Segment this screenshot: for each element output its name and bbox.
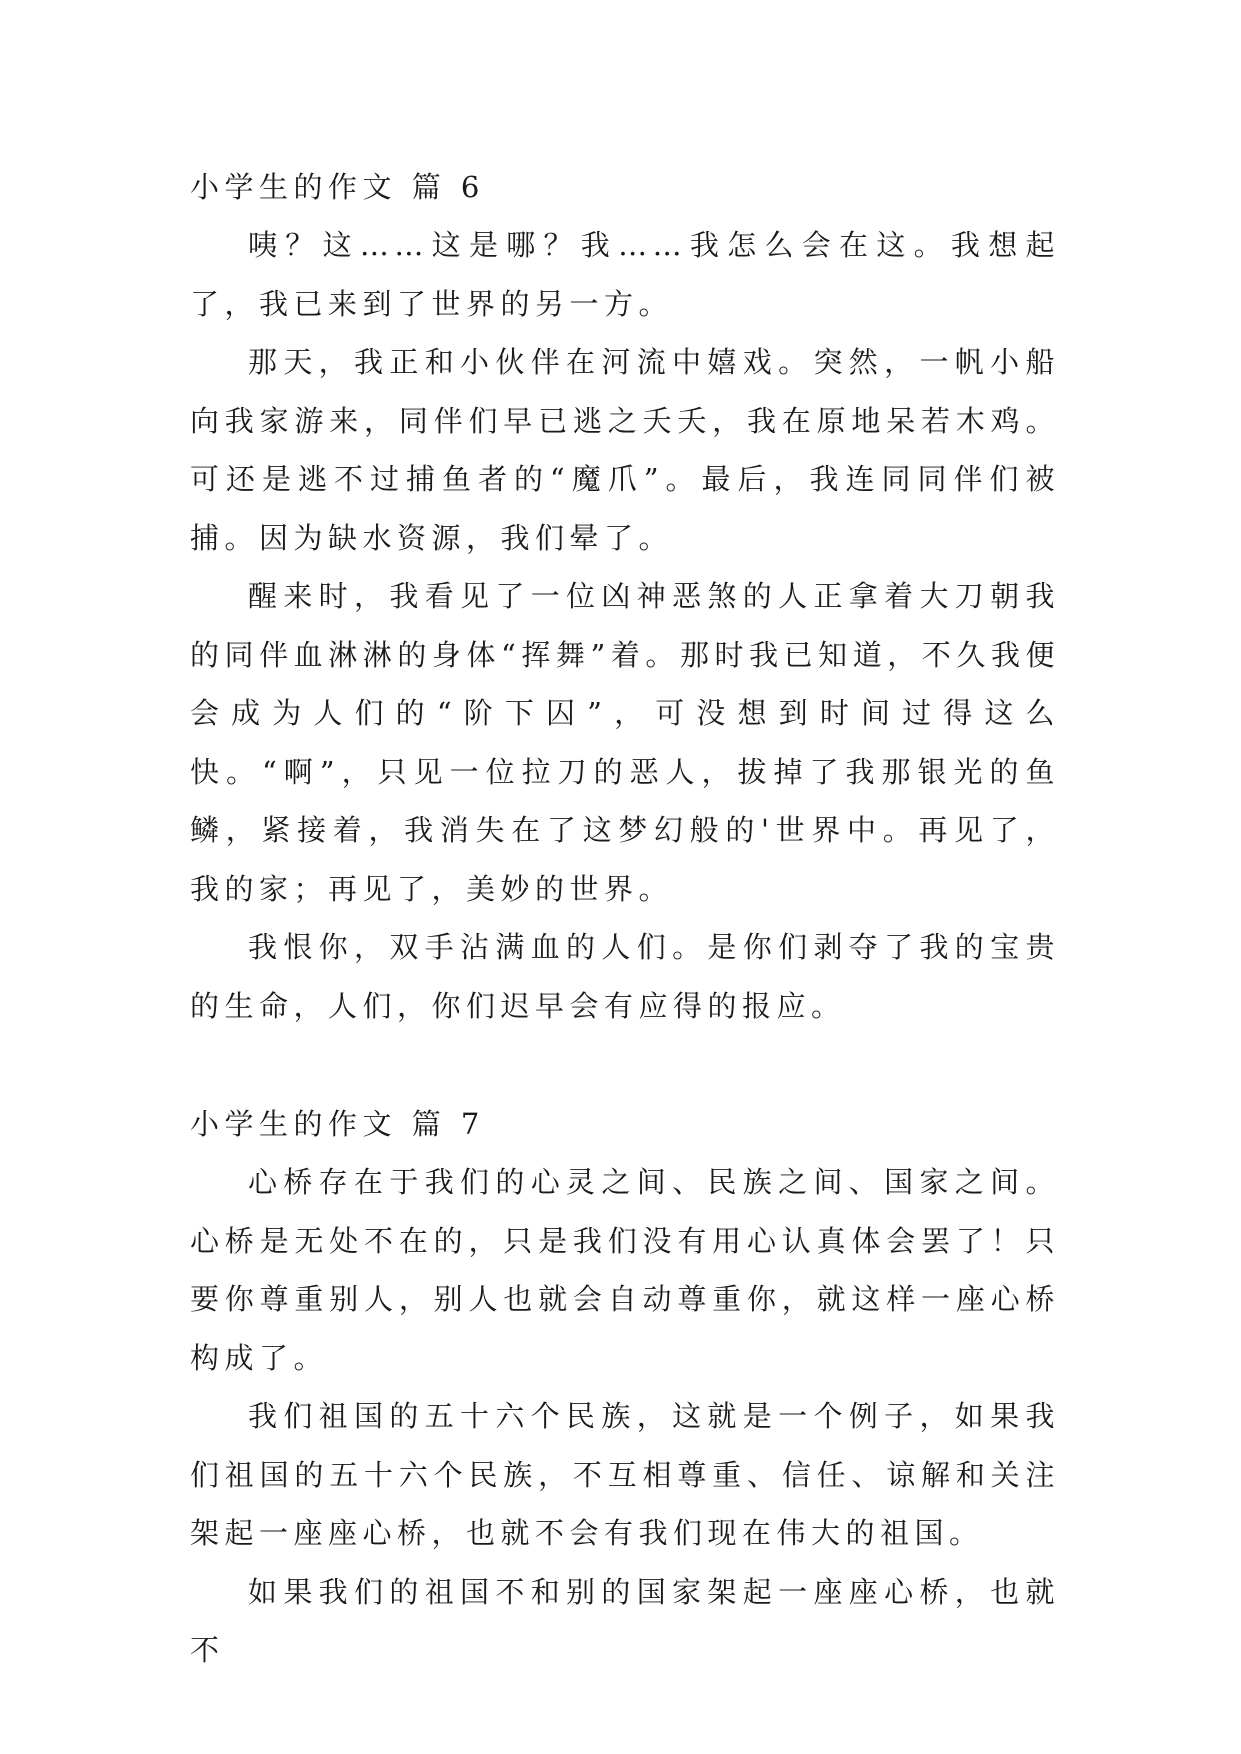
- essay-paragraph: 我恨你，双手沾满血的人们。是你们剥夺了我的宝贵的生命，人们，你们迟早会有应得的报应。: [190, 930, 1060, 1023]
- essay-paragraph: 如果我们的祖国不和别的国家架起一座座心桥，也就不: [190, 1574, 1060, 1667]
- essay-paragraph: 醒来时，我看见了一位凶神恶煞的人正拿着大刀朝我的同伴血淋淋的身体“挥舞”着。那时我已知道，不久我便会成为人们的“阶下囚”，可没想到时间过得这么快。“啊”，只见一位拉刀的恶人，拔掉了我那银光的鱼鳞，紧接着，我消失在了这梦幻般的'世界中。再见了，我的家；再见了，美妙的世界。: [190, 579, 1060, 906]
- essay-paragraph: 咦？这……这是哪？我……我怎么会在这。我想起了，我已来到了世界的另一方。: [190, 228, 1060, 321]
- section-spacer: [190, 1035, 1060, 1095]
- essay-section-7: [190, 1095, 1060, 1680]
- essay-heading: 小学生的作文 篇 6: [190, 170, 485, 204]
- essay-paragraph: 我们祖国的五十六个民族，这就是一个例子，如果我们祖国的五十六个民族，不互相尊重、信任、谅解和关注架起一座座心桥，也就不会有我们现在伟大的祖国。: [190, 1399, 1060, 1550]
- essay-paragraph: 心桥存在于我们的心灵之间、民族之间、国家之间。心桥是无处不在的，只是我们没有用心认真体会罢了！只要你尊重别人，别人也就会自动尊重你，就这样一座心桥构成了。: [190, 1165, 1060, 1375]
- document-body: [190, 158, 1060, 1680]
- essay-section-6: [190, 158, 1060, 1035]
- essay-heading: 小学生的作文 篇 7: [190, 1107, 485, 1141]
- essay-paragraph: 那天，我正和小伙伴在河流中嬉戏。突然，一帆小船向我家游来，同伴们早已逃之夭夭，我在原地呆若木鸡。可还是逃不过捕鱼者的“魔爪”。最后，我连同同伴们被捕。因为缺水资源，我们晕了。: [190, 345, 1060, 555]
